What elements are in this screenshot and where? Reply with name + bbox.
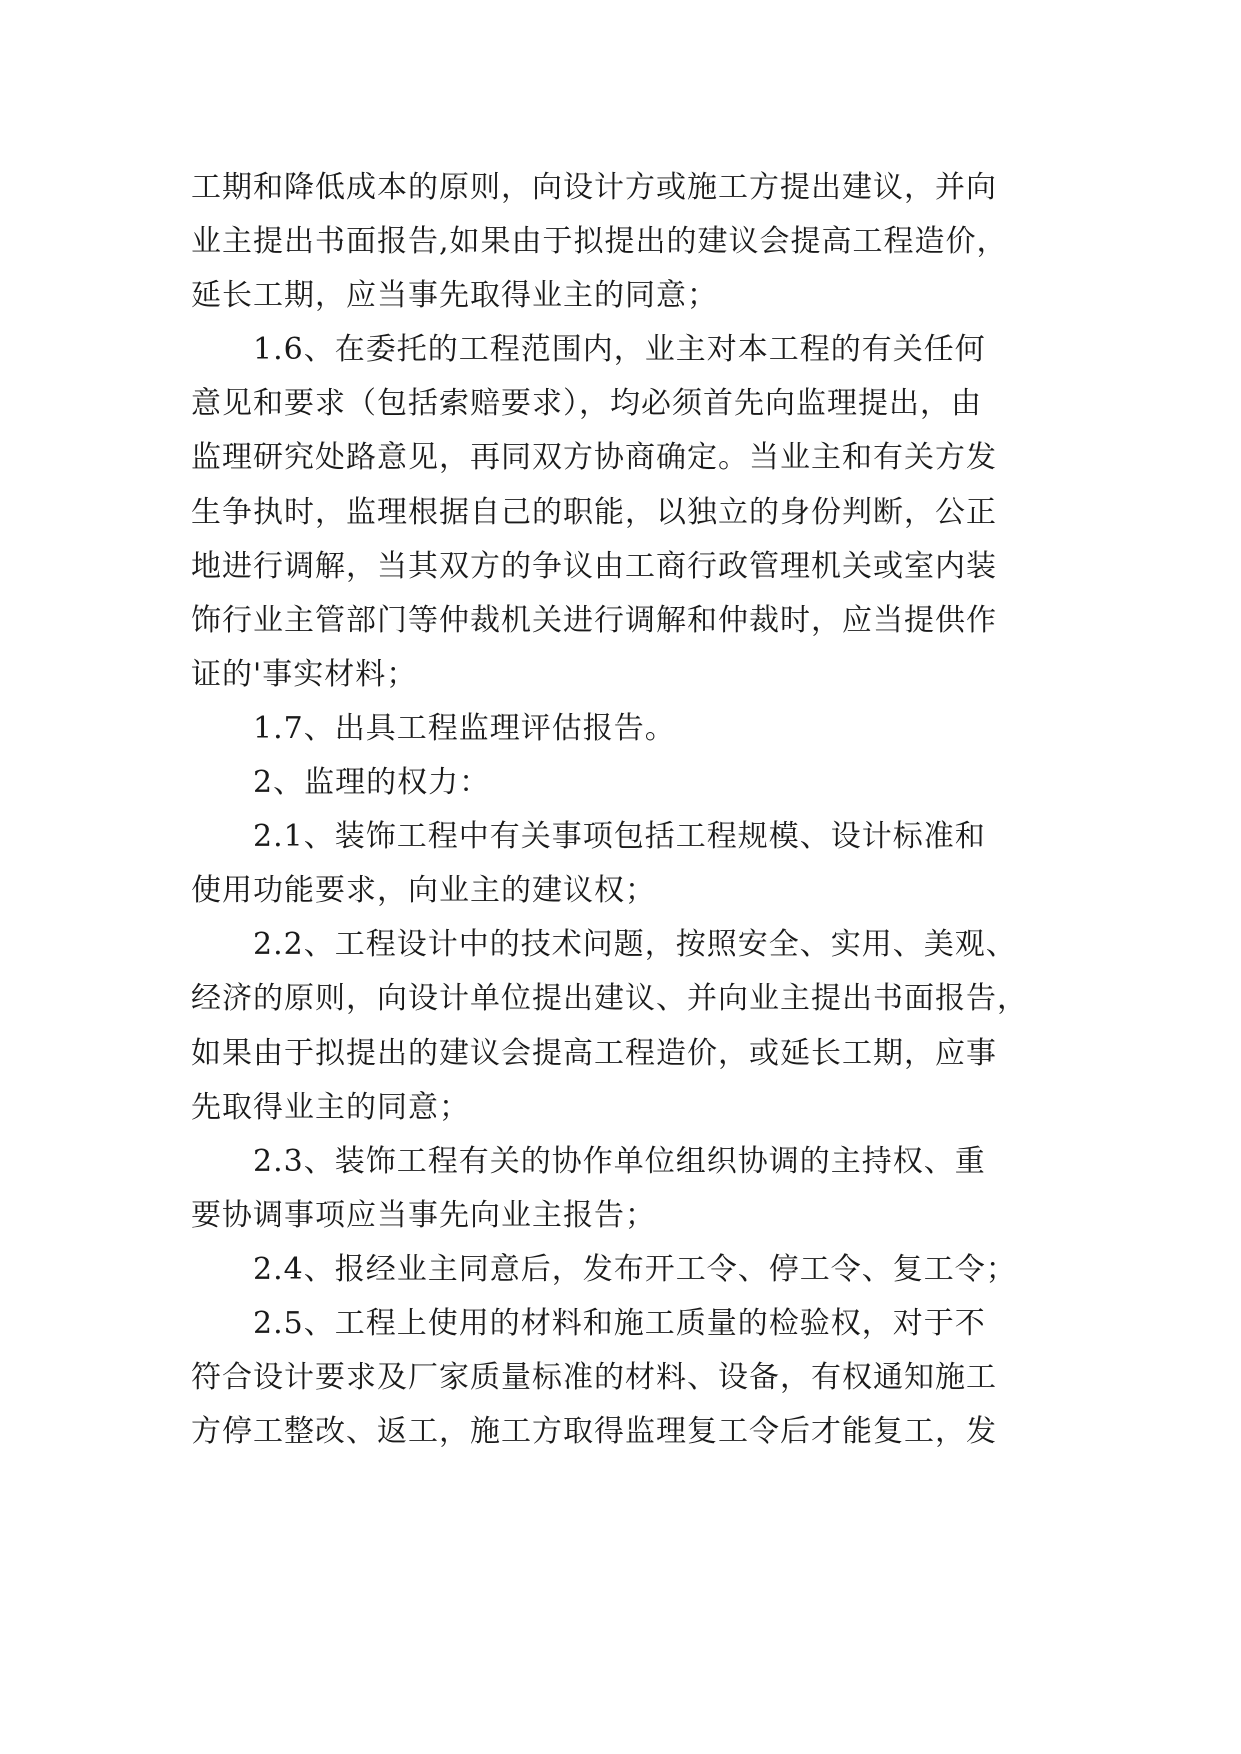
paragraph-start-line: 1.7、出具工程监理评估报告。	[253, 710, 676, 746]
text-line: 先取得业主的同意；	[191, 1089, 470, 1125]
text-line: 符合设计要求及厂家质量标准的材料、设备，有权通知施工	[191, 1360, 997, 1396]
text-line: 证的'事实材料；	[191, 656, 418, 692]
text-line: 生争执时，监理根据自己的职能，以独立的身份判断，公正	[191, 494, 997, 530]
paragraph-start-line: 2.3、装饰工程有关的协作单位组织协调的主持权、重	[253, 1143, 986, 1179]
text-line: 工期和降低成本的原则，向设计方或施工方提出建议，并向	[191, 170, 997, 205]
section-heading: 2、监理的权力：	[253, 765, 491, 801]
text-line: 饰行业主管部门等仲裁机关进行调解和仲裁时，应当提供作	[191, 602, 997, 638]
paragraph-start-line: 2.2、工程设计中的技术问题，按照安全、实用、美观、	[253, 927, 1017, 963]
paragraph-start-line: 2.5、工程上使用的材料和施工质量的检验权，对于不	[253, 1305, 986, 1341]
paragraph-start-line: 2.1、装饰工程中有关事项包括工程规模、设计标准和	[253, 819, 986, 855]
paragraph-start-line: 1.6、在委托的工程范围内，业主对本工程的有关任何	[253, 332, 986, 368]
text-line: 延长工期，应当事先取得业主的同意；	[191, 278, 718, 314]
text-line: 如果由于拟提出的建议会提高工程造价，或延长工期，应事	[191, 1035, 997, 1071]
text-line: 使用功能要求，向业主的建议权；	[191, 873, 656, 909]
text-line: 业主提出书面报告,如果由于拟提出的建议会提高工程造价，	[191, 224, 1008, 260]
paragraph-start-line: 2.4、报经业主同意后，发布开工令、停工令、复工令；	[253, 1251, 1017, 1287]
text-line: 要协调事项应当事先向业主报告；	[191, 1197, 656, 1233]
text-line: 监理研究处路意见，再同双方协商确定。当业主和有关方发	[191, 440, 997, 476]
text-line: 方停工整改、返工，施工方取得监理复工令后才能复工，发	[191, 1414, 997, 1450]
document-body	[191, 161, 1071, 1459]
text-line: 意见和要求（包括索赔要求），均必须首先向监理提出，由	[191, 386, 982, 422]
text-line: 地进行调解，当其双方的争议由工商行政管理机关或室内装	[191, 548, 997, 584]
text-line: 经济的原则，向设计单位提出建议、并向业主提出书面报告，	[191, 981, 1028, 1017]
